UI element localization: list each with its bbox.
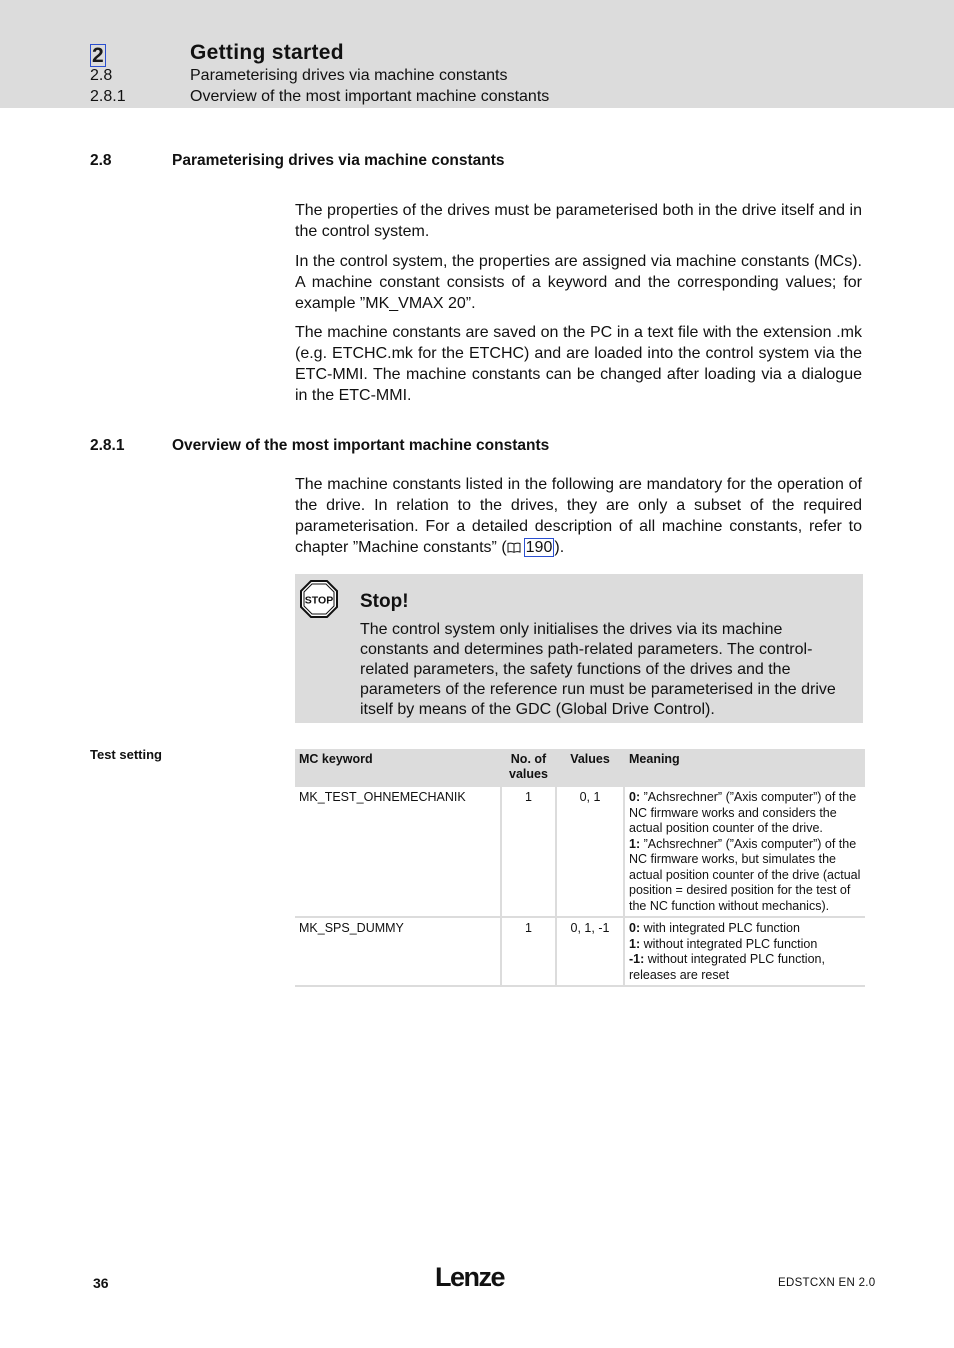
mc-keyword-cell: MK_TEST_OHNEMECHANIK [295,787,500,918]
meaning-line [629,921,861,937]
column-header: Meaning [623,749,865,787]
values-cell: 0, 1 [555,787,623,918]
value-count-cell: 1 [500,787,555,918]
paragraph-text: ). [554,539,565,556]
breadcrumb-number: 2.8.1 [90,88,126,105]
stop-sign-text: STOP [304,594,334,607]
page-number: 36 [93,1275,109,1291]
column-header: MC keyword [295,749,500,787]
body-paragraph: The machine constants are saved on the PC in a text file with the extension .mk (e.g. ETCHC.mk for the ETCHC) and are loaded into the control system via the ETC-MMI. The machine constants can be changed after loading via a dialogue in the ETC-MMI. [295,324,862,404]
meaning-text: with integrated PLC function [640,921,800,935]
values-cell: 0, 1, -1 [555,918,623,987]
machine-constants-table [295,749,865,987]
document-id: EDSTCXN EN 2.0 [778,1277,876,1289]
meaning-key: 0: [629,921,641,935]
body-paragraph: In the control system, the properties are assigned via machine constants (MCs). A machine constant consists of a keyword and the corresponding values; for example ”MK_VMAX 20”. [295,253,862,312]
meaning-key: 1: [629,936,641,951]
meaning-line [629,952,861,983]
table-row [295,787,865,918]
body-paragraph [295,474,862,558]
meaning-cell [623,787,865,918]
stop-warning-box [295,574,863,723]
side-label: Test setting [90,747,162,762]
meaning-line [629,837,861,915]
meaning-text: without integrated PLC function, releases are reset [629,952,825,982]
section-number: 2.8.1 [90,437,125,454]
breadcrumb-text: Overview of the most important machine constants [190,88,550,105]
meaning-cell [623,918,865,987]
table-row [295,918,865,987]
section-title: Parameterising drives via machine constants [172,152,505,169]
lenze-logo: Lenze [435,1262,505,1292]
section-title: Overview of the most important machine constants [172,437,550,454]
chapter-number-link[interactable]: 2 [92,44,104,67]
page-reference-link[interactable]: 190 [525,539,553,556]
meaning-key: 0: [629,790,641,804]
meaning-key: 1: [629,836,641,851]
meaning-line [629,790,861,837]
breadcrumb-text: Parameterising drives via machine constants [190,67,508,84]
page-header [0,0,954,108]
column-header: No. of values [500,749,555,787]
table-header-row [295,749,865,787]
breadcrumb-number: 2.8 [90,67,113,84]
meaning-text: ”Achsrechner” (”Axis computer”) of the NC firmware works, but simulates the actual position counter of the drive (actual position = desired position for the test of the NC function without mechanics). [629,836,861,913]
column-header: Values [555,749,623,787]
book-icon [507,542,521,553]
paragraph-text: The machine constants listed in the following are mandatory for the operation of the drive. In relation to the drives, they are only a subset of the required parameterisation. For a detailed description of all machine constants, refer to chapter ”Machine constants” ( [295,476,862,556]
mc-keyword-cell: MK_SPS_DUMMY [295,918,500,987]
meaning-line [629,937,861,953]
body-paragraph: The properties of the drives must be parameterised both in the drive itself and in the control system. [295,202,862,240]
meaning-text: without integrated PLC function [640,936,818,951]
stop-sign-icon [300,580,338,618]
chapter-title: Getting started [190,41,344,64]
section-number: 2.8 [90,152,112,169]
meaning-text: ”Achsrechner” (”Axis computer”) of the NC firmware works and considers the actual position counter of the drive. [629,790,857,835]
value-count-cell: 1 [500,918,555,987]
stop-text: The control system only initialises the drives via its machine constants and determines path-related parameters. The control-related parameters, the safety functions of the drives and the parameters of the reference run must be parameterised in the drive itself by means of the GDC (Global Drive Control). [360,621,836,718]
stop-title: Stop! [360,591,409,612]
meaning-key: -1: [629,952,645,966]
